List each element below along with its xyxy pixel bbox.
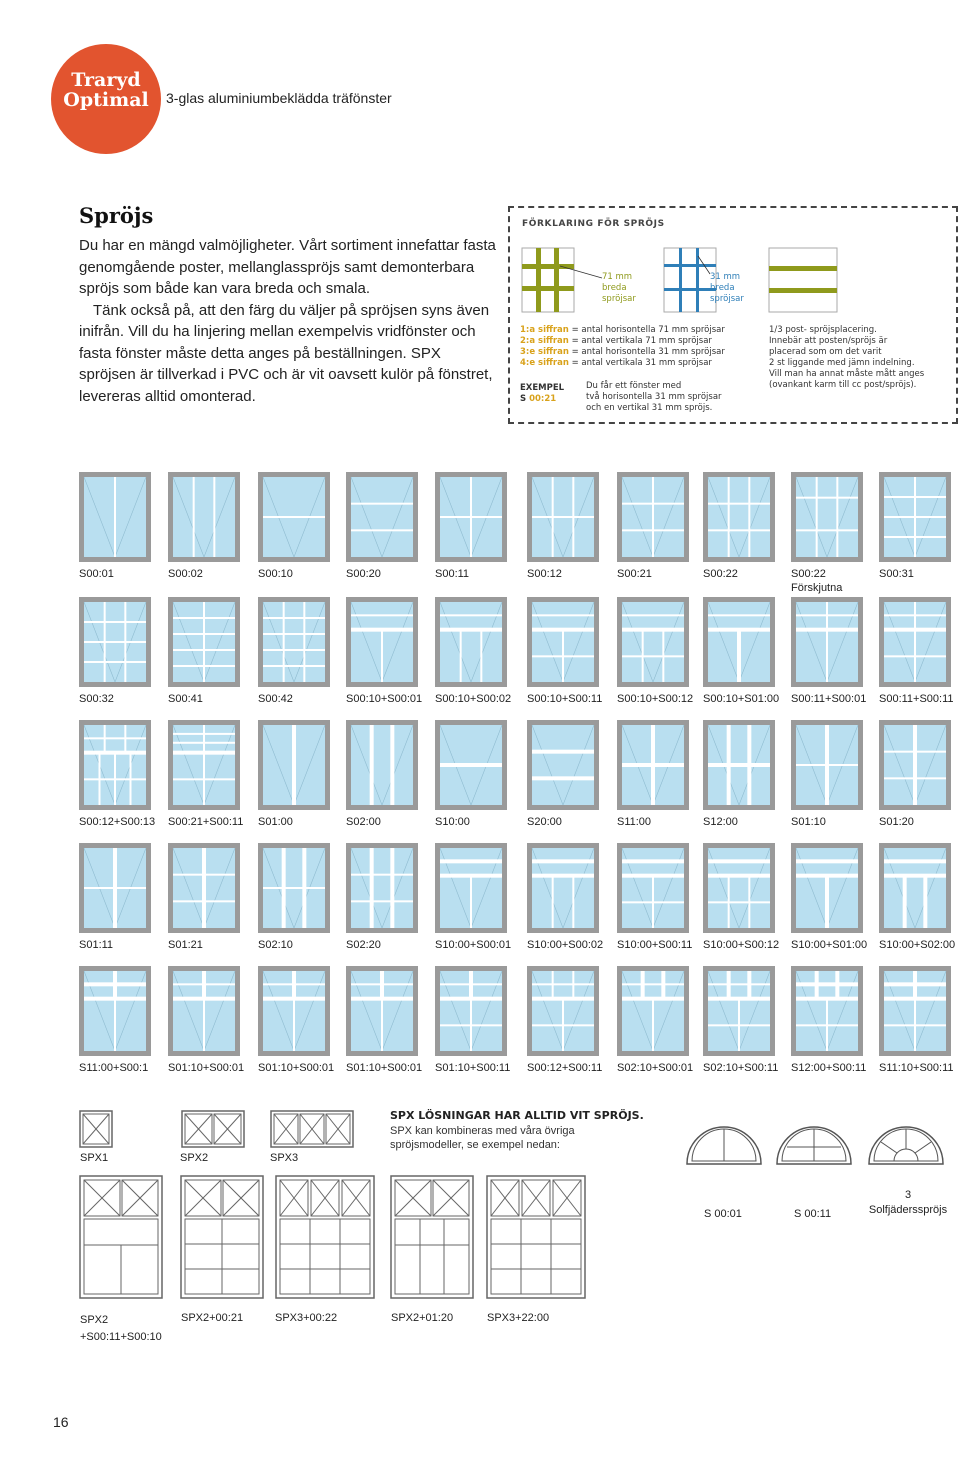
- window-label: S12:00+S00:11: [791, 1062, 867, 1074]
- window-diagram: [617, 966, 689, 1056]
- brand-line1: Traryd: [71, 69, 141, 91]
- window-diagram: [435, 597, 507, 687]
- arch-label-2: S 00:11: [794, 1208, 832, 1220]
- window-label: S01:10+S00:01: [168, 1062, 245, 1074]
- window-diagram: [527, 966, 599, 1056]
- page-number: 16: [53, 1414, 69, 1430]
- window-diagram: [346, 720, 418, 810]
- window-diagram: [168, 597, 240, 687]
- window-label: S00:11: [435, 568, 470, 580]
- window-diagram: [79, 720, 151, 810]
- window-label: S00:20: [346, 568, 381, 580]
- window-label: S10:00+S00:01: [435, 939, 512, 951]
- window-label: S00:01: [79, 568, 114, 580]
- window-diagram: [791, 597, 863, 687]
- window-label: S12:00: [703, 816, 738, 828]
- brand-logo: [51, 44, 161, 154]
- window-diagram: [435, 472, 507, 562]
- arch-label-1: S 00:01: [704, 1208, 742, 1220]
- window-diagram: [258, 720, 330, 810]
- window-label: S00:21+S00:11: [168, 816, 244, 828]
- window-label: S01:10+S00:01: [258, 1062, 335, 1074]
- body-text: [79, 235, 499, 407]
- window-label: S00:31: [879, 568, 914, 580]
- window-diagram: [703, 597, 775, 687]
- window-diagram: [79, 472, 151, 562]
- arch-fan: [867, 1120, 945, 1168]
- window-diagram: [258, 472, 330, 562]
- window-label: S00:21: [617, 568, 652, 580]
- spx-text: SPX kan kombineras med våra övriga spröjsmodeller, se exempel nedan:: [390, 1125, 575, 1151]
- window-diagram: [346, 966, 418, 1056]
- spx1-window: [79, 1110, 113, 1148]
- window-label: S01:10+S00:11: [435, 1062, 511, 1074]
- window-diagram: [168, 843, 240, 933]
- spx-combo-label-3: SPX3+00:22: [275, 1312, 338, 1324]
- window-label: S00:11+S00:01: [791, 693, 867, 705]
- window-diagram: [168, 472, 240, 562]
- window-diagram: [527, 472, 599, 562]
- window-diagram: [79, 597, 151, 687]
- third-placement-diagram: [769, 248, 837, 312]
- window-label: S11:10+S00:11: [879, 1062, 954, 1074]
- window-diagram: [168, 966, 240, 1056]
- window-label: S10:00+S00:12: [703, 939, 780, 951]
- spx1-label: SPX1: [80, 1152, 109, 1164]
- window-diagram: [703, 843, 775, 933]
- window-diagram: [346, 597, 418, 687]
- spx-combo-label-5: SPX3+22:00: [487, 1312, 550, 1324]
- window-label: S00:12: [527, 568, 562, 580]
- wide-bar-diagram: [522, 248, 602, 312]
- window-label: S11:00: [617, 816, 652, 828]
- window-diagram: [703, 720, 775, 810]
- spx-combo-5: [486, 1175, 586, 1299]
- window-diagram: [258, 597, 330, 687]
- window-label: S01:00: [258, 816, 293, 828]
- spx-combo-label-4: SPX2+01:20: [391, 1312, 454, 1324]
- window-label: S00:10+S00:01: [346, 693, 423, 705]
- legend-example-text: Du får ett fönster med två horisontella 31 mm spröjsar och en vertikal 31 mm spröjs.: [586, 381, 722, 413]
- legend-rules: 1:a siffran = antal horisontella 71 mm spröjsar 2:a siffran = antal vertikala 71 mm spröjsar 3:e siffran = antal horisontella 31 mm spröjsar 4:e siffran = antal vertikala 31 mm spröjsar: [520, 325, 725, 368]
- window-label: S00:22: [791, 568, 826, 580]
- window-diagram: [879, 472, 951, 562]
- window-label: S00:32: [79, 693, 114, 705]
- window-label: S00:10+S00:02: [435, 693, 512, 705]
- window-label: S02:00: [346, 816, 381, 828]
- window-label: S01:20: [879, 816, 914, 828]
- window-diagram: [79, 843, 151, 933]
- window-diagram: [435, 966, 507, 1056]
- spx2-label: SPX2: [180, 1152, 209, 1164]
- arch-s0011: [775, 1120, 853, 1168]
- window-diagram: [168, 720, 240, 810]
- window-label: S00:10: [258, 568, 293, 580]
- legend-note: 1/3 post- spröjsplacering. Innebär att posten/spröjs är placerad som om det varit 2 st liggande med jämn indelning. Vill man ha annat måste mått anges (ovankant karm till cc post/spröjs).: [769, 325, 925, 390]
- window-diagram: [617, 720, 689, 810]
- spx-combo-4: [390, 1175, 474, 1299]
- window-label: S00:42: [258, 693, 293, 705]
- spx3-window: [270, 1110, 354, 1148]
- spx-heading: SPX LÖSNINGAR HAR ALLTID VIT SPRÖJS.: [390, 1109, 644, 1122]
- window-label: S00:22: [703, 568, 738, 580]
- window-label: S11:00+S00:1: [79, 1062, 149, 1074]
- brand-line2: Optimal: [63, 89, 149, 111]
- window-diagram: [791, 472, 863, 562]
- window-diagram: [435, 720, 507, 810]
- window-diagram: [617, 597, 689, 687]
- window-diagram: [527, 843, 599, 933]
- spx-combo-3: [275, 1175, 375, 1299]
- body-paragraph-1: Du har en mängd valmöjligheter. Vårt sortiment innefattar fasta genomgående poster, mellanglasspröjs samt demonterbara spröjs som både kan vara breda och smala.: [79, 237, 496, 297]
- window-diagram: [617, 472, 689, 562]
- window-label: S00:12+S00:13: [79, 816, 156, 828]
- legend-box: [508, 206, 958, 424]
- narrow-bar-diagram: [664, 248, 716, 312]
- window-diagram: [879, 720, 951, 810]
- window-label: S02:10: [258, 939, 293, 951]
- window-diagram: [791, 843, 863, 933]
- spx-combo-2: [180, 1175, 264, 1299]
- window-label: S01:10+S00:01: [346, 1062, 423, 1074]
- window-label: S02:10+S00:11: [703, 1062, 779, 1074]
- window-diagram: [258, 843, 330, 933]
- window-label: S00:41: [168, 693, 203, 705]
- window-diagram: [703, 472, 775, 562]
- section-heading: Spröjs: [79, 203, 154, 228]
- window-label: S01:10: [791, 816, 826, 828]
- window-label: S10:00+S00:11: [617, 939, 693, 951]
- window-sublabel: Förskjutna: [791, 582, 843, 594]
- window-label: S10:00+S01:00: [791, 939, 868, 951]
- window-diagram: [879, 966, 951, 1056]
- spx3-label: SPX3: [270, 1152, 299, 1164]
- spx-combo-label-2: SPX2+00:21: [181, 1312, 244, 1324]
- window-label: S10:00: [435, 816, 470, 828]
- window-label: S00:10+S00:12: [617, 693, 694, 705]
- window-label: S02:10+S00:01: [617, 1062, 694, 1074]
- wide-label: 71 mm breda spröjsar: [602, 272, 636, 304]
- legend-title: FÖRKLARING FÖR SPRÖJS: [522, 219, 665, 229]
- window-diagram: [791, 966, 863, 1056]
- document-title: 3-glas aluminiumbeklädda träfönster: [166, 90, 392, 106]
- window-label: S01:21: [168, 939, 203, 951]
- window-label: S01:11: [79, 939, 114, 951]
- window-diagram: [703, 966, 775, 1056]
- window-diagram: [879, 843, 951, 933]
- window-diagram: [79, 966, 151, 1056]
- window-label: S00:10+S00:11: [527, 693, 603, 705]
- window-diagram: [791, 720, 863, 810]
- window-diagram: [879, 597, 951, 687]
- window-label: S00:11+S00:11: [879, 693, 954, 705]
- window-diagram: [527, 720, 599, 810]
- arch-label-3: 3 Solfjädersspröjs: [868, 1189, 948, 1216]
- window-label: S20:00: [527, 816, 562, 828]
- window-label: S10:00+S02:00: [879, 939, 956, 951]
- spx-combo-1: [79, 1175, 163, 1299]
- legend-example: EXEMPEL S 00:21: [520, 383, 565, 404]
- window-label: S02:20: [346, 939, 381, 951]
- spx2-window: [181, 1110, 245, 1148]
- spx-combo-label-1: SPX2 +S00:11+S00:10: [80, 1314, 162, 1343]
- window-diagram: [527, 597, 599, 687]
- window-label: S00:12+S00:11: [527, 1062, 603, 1074]
- window-diagram: [346, 843, 418, 933]
- window-diagram: [258, 966, 330, 1056]
- body-paragraph-2: Tänk också på, att den färg du väljer på spröjsen syns även inifrån. Vill du ha linjering mellan exempelvis vridfönster och fasta fönster måste detta anges på beställningen. SPX spröjsen är tillverkad i PVC och är vit oavsett kulör på fönstret, levereras alltid omonterad.: [79, 301, 493, 405]
- window-diagram: [617, 843, 689, 933]
- arch-s0001: [685, 1120, 763, 1168]
- window-label: S00:10+S01:00: [703, 693, 780, 705]
- window-diagram: [435, 843, 507, 933]
- window-label: S10:00+S00:02: [527, 939, 604, 951]
- window-label: S00:02: [168, 568, 203, 580]
- narrow-label: 31 mm breda spröjsar: [710, 272, 744, 304]
- window-diagram: [346, 472, 418, 562]
